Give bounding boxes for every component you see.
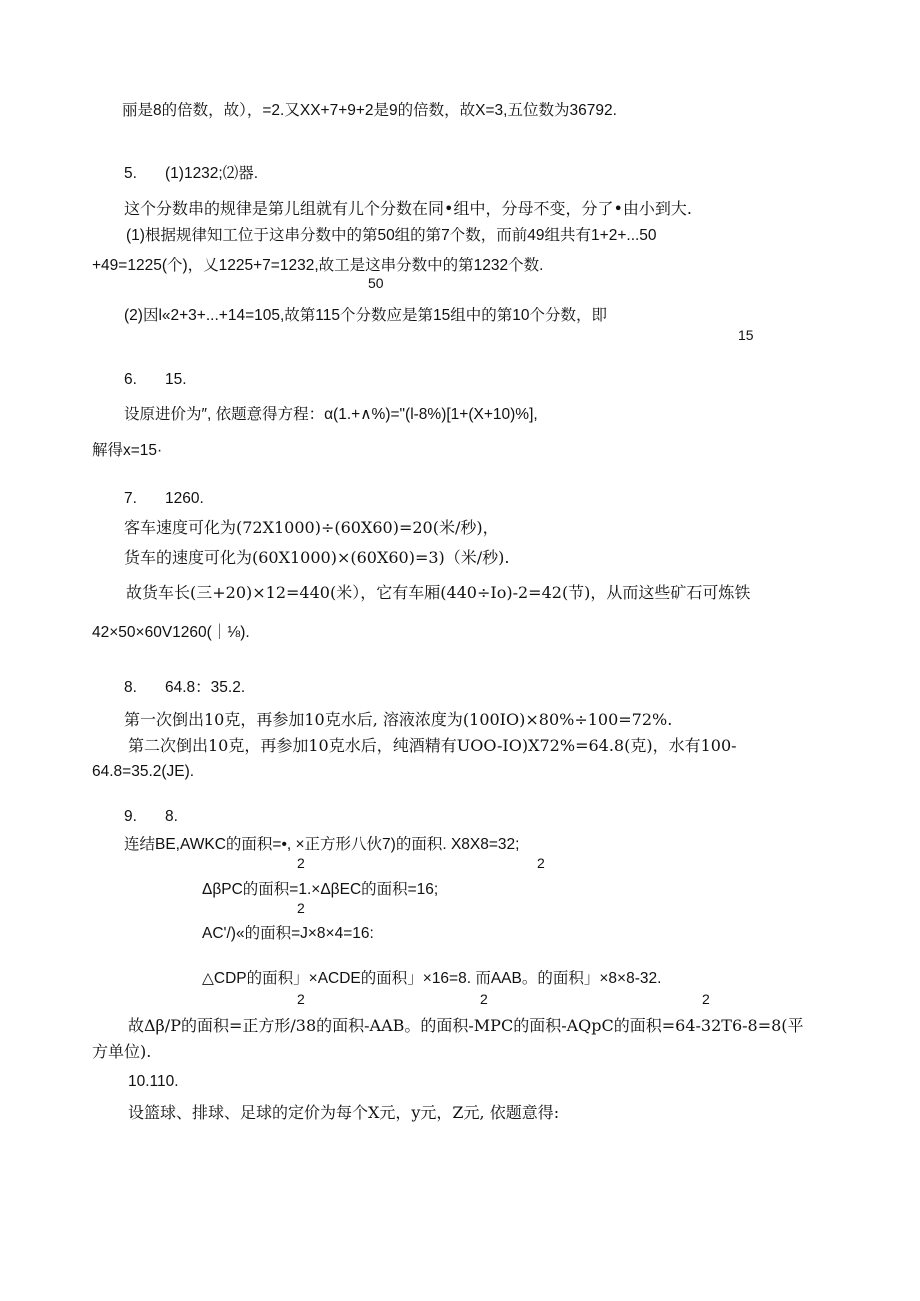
fraction-denominator: 15	[738, 327, 754, 343]
text-line: 客车速度可化为(72X1000)÷(60X60)=20(米/秒)，	[124, 518, 499, 537]
question-number: 9.	[124, 808, 137, 825]
text-line: 第二次倒出10克，再参加10克水后，纯酒精有UOO-IO)X72%=64.8(克)，水有100-	[128, 736, 737, 755]
fraction-denominator: 2	[297, 900, 305, 916]
fraction-denominator: 2	[297, 855, 305, 871]
answer: 1260.	[165, 490, 204, 507]
fraction-denominator: 2	[480, 991, 488, 1007]
text-line: △CDP的面积」×ACDE的面积」×16=8. 而AAB。的面积」×8×8-32.	[202, 970, 662, 987]
text-line: (2)因l«2+3+...+14=105,故第115个分数应是第15组中的第10个分数，即	[124, 307, 607, 324]
question-number: 10.110.	[128, 1073, 179, 1090]
text-line: 这个分数串的规律是第儿组就有儿个分数在同•组中，分母不变，分了•由小到大.	[124, 199, 692, 218]
fraction-denominator: 2	[537, 855, 545, 871]
question-number: 5.	[124, 165, 137, 182]
fraction-denominator: 2	[297, 991, 305, 1007]
question-number: 6.	[124, 371, 137, 388]
answer: 15.	[165, 371, 187, 388]
text-line: 解得x=15·	[92, 442, 163, 459]
text-line: 42×50×60V1260(｜⅛).	[92, 624, 250, 641]
text-line: 丽是8的倍数，故），=2.又XX+7+9+2是9的倍数，故X=3,五位数为36792.	[122, 102, 617, 119]
text-line: 故Δβ∕P的面积=正方形/38的面积-AAB。的面积-MPC的面积-AQpC的面积=64-32T6-8=8(平	[128, 1016, 804, 1035]
text-line: 设篮球、排球、足球的定价为每个X元，y元，Z元, 依题意得:	[128, 1103, 560, 1122]
text-line: 设原进价为″, 依题意得方程：α(1.+∧%)="(l-8%)[1+(X+10)%],	[124, 406, 538, 423]
text-line: (1)根据规律知工位于这串分数中的第50组的第7个数，而前49组共有1+2+...50	[126, 227, 657, 244]
answer: 8.	[165, 808, 178, 825]
text-line: 方单位).	[92, 1042, 152, 1061]
text-line: 第一次倒出10克，再参加10克水后, 溶液浓度为(100IO)×80%÷100=72%.	[124, 710, 673, 729]
text-line: ΔβPC的面积=1.×ΔβEC的面积=16;	[202, 881, 439, 898]
text-line: AC'/)«的面积=J×8×4=16:	[202, 925, 374, 942]
text-line: 64.8=35.2(JE).	[92, 763, 195, 780]
text-line: 故货车长(三+20)×12=440(米），它有车厢(440÷Io)-2=42(节)，从而这些矿石可炼铁	[126, 583, 751, 602]
text-line: 连结BE,AWKC的面积=•, ×正方形八伙7)的面积. X8X8=32;	[124, 836, 520, 853]
text-line: +49=1225(个)，乂1225+7=1232,故工是这串分数中的第1232个数.	[92, 257, 544, 274]
fraction-denominator: 2	[702, 991, 710, 1007]
answer: (1)1232;⑵器.	[165, 165, 259, 182]
text-line: 货车的速度可化为(60X1000)×(60X60)=3)（米/秒).	[124, 548, 510, 567]
question-number: 7.	[124, 490, 137, 507]
question-number: 8.	[124, 679, 137, 696]
fraction-denominator: 50	[368, 275, 384, 291]
answer: 64.8：35.2.	[165, 679, 246, 696]
